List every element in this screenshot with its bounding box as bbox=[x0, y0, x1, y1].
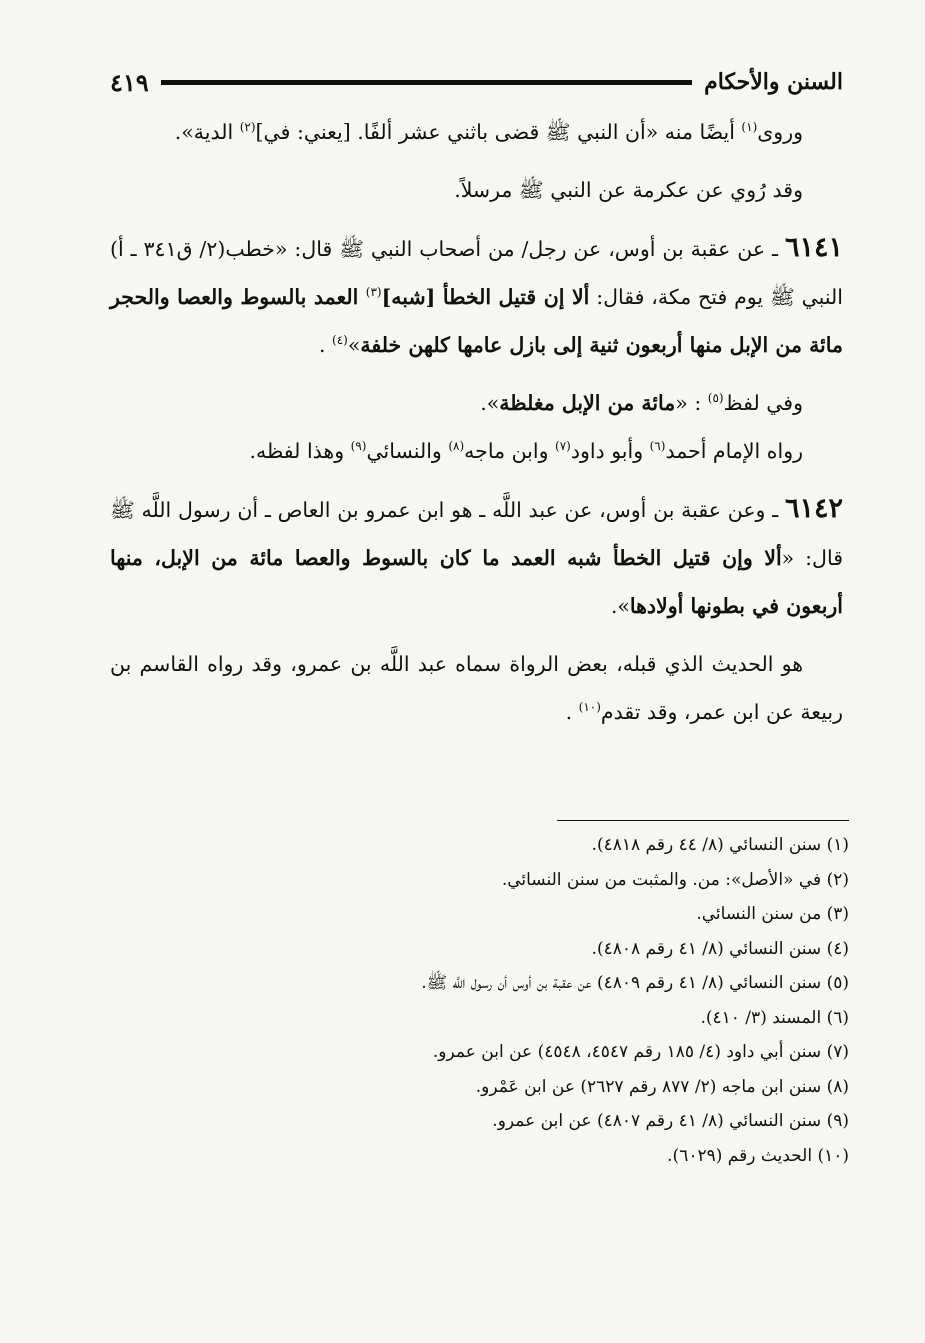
footnote-8: (٨) سنن ابن ماجه (٢/ ٨٧٧ رقم ٢٦٢٧) عن ابن عَمْرو. bbox=[475, 1076, 849, 1097]
text-run: وابن ماجه bbox=[464, 439, 555, 463]
hadith-number: ٦١٤١ bbox=[784, 232, 843, 263]
manuscript-ref: (٢/ ق٣٤١ ـ أ) bbox=[110, 237, 226, 261]
header-rule bbox=[161, 80, 692, 85]
text-run: وأبو داود bbox=[570, 439, 650, 463]
footnote-separator bbox=[557, 820, 849, 821]
footnote-ref: (٩) bbox=[350, 439, 367, 454]
footnote-ref: (٦) bbox=[649, 439, 666, 454]
footnote-ref: (٣) bbox=[365, 285, 382, 300]
text-run: وروى bbox=[757, 120, 803, 144]
text-run: وقد رُوي عن عكرمة عن النبي ﷺ مرسلاً. bbox=[454, 178, 803, 202]
footnote-5: (٥) سنن النسائي (٨/ ٤١ رقم ٤٨٠٩) عن عقبة بن أوس أن رسول اللَّه ﷺ. bbox=[421, 973, 849, 993]
main-text bbox=[110, 108, 843, 736]
text-run: : « bbox=[675, 391, 708, 415]
footnote-9: (٩) سنن النسائي (٨/ ٤١ رقم ٤٨٠٧) عن ابن عمرو. bbox=[492, 1111, 849, 1131]
running-header bbox=[110, 62, 843, 102]
text-run: » bbox=[347, 333, 361, 357]
footnote-2: (٢) في «الأصل»: من. والمثبت من سنن النسائي. bbox=[501, 869, 849, 890]
paragraph-commentary bbox=[110, 640, 843, 736]
footnote-7: (٧) سنن أبي داود (٤/ ١٨٥ رقم ٤٥٤٧، ٤٥٤٨) عن ابن عمرو. bbox=[432, 1042, 849, 1062]
hadith-text: ألا إن قتيل الخطأ [شبه] bbox=[381, 285, 590, 309]
footnote-3: (٣) من سنن النسائي. bbox=[696, 904, 849, 924]
text-run: ». bbox=[610, 594, 630, 618]
footnote-ref: (٨) bbox=[448, 439, 465, 454]
footnote-ref: (٧) bbox=[555, 439, 571, 454]
paragraph-riwaya bbox=[110, 427, 843, 475]
header-title: السنن والأحكام bbox=[704, 69, 843, 95]
text-run: الدية». bbox=[174, 120, 240, 144]
text-run: وهذا لفظه. bbox=[249, 439, 351, 463]
text-run: . bbox=[565, 700, 579, 724]
paragraph-lafz bbox=[110, 379, 843, 427]
text-run: ـ وعن عقبة بن أوس، عن عبد اللَّه ـ هو ابن عمرو بن العاص ـ أن رسول اللَّه ﷺ قال: « bbox=[110, 498, 843, 570]
hadith-text: ألا وإن قتيل الخطأ شبه العمد ما كان بالسوط والعصا مائة من الإبل، منها أربعون في بطونها أولادها bbox=[110, 546, 843, 618]
text-run: والنسائي bbox=[366, 439, 449, 463]
footnotes bbox=[110, 828, 849, 1173]
text-run: أيضًا منه «أن النبي ﷺ قضى باثني عشر ألفًا. [يعني: في] bbox=[255, 120, 742, 144]
text-run: رواه الإمام أحمد bbox=[665, 439, 803, 463]
text-run: هو الحديث الذي قبله، بعض الرواة سماه عبد اللَّه بن عمرو، وقد رواه القاسم بن ربيعة عن ابن عمر، وقد تقدم bbox=[110, 652, 843, 724]
footnote-6: (٦) المسند (٣/ ٤١٠). bbox=[700, 1007, 849, 1028]
footnote-ref: (٢) bbox=[239, 120, 256, 135]
paragraph-rawa bbox=[110, 108, 843, 156]
paragraph-ikrima bbox=[110, 166, 843, 214]
footnote-ref: (١٠) bbox=[578, 700, 601, 715]
hadith-6142 bbox=[110, 485, 843, 630]
footnote-10: (١٠) الحديث رقم (٦٠٢٩). bbox=[667, 1145, 849, 1166]
text-run: . bbox=[318, 333, 332, 357]
footnote-ref: (١) bbox=[741, 120, 758, 135]
hadith-6141 bbox=[110, 224, 843, 369]
footnote-ref: (٥) bbox=[707, 391, 724, 406]
hadith-text: مائة من الإبل مغلظة bbox=[499, 391, 676, 415]
text-run: ـ عن عقبة بن أوس، عن رجل/ من أصحاب النبي ﷺ قال: «خطب bbox=[225, 237, 785, 261]
footnote-4: (٤) سنن النسائي (٨/ ٤١ رقم ٤٨٠٨). bbox=[591, 938, 849, 959]
hadith-number: ٦١٤٢ bbox=[784, 493, 843, 524]
footnote-1: (١) سنن النسائي (٨/ ٤٤ رقم ٤٨١٨). bbox=[591, 835, 849, 855]
text-run: وفي لفظ bbox=[723, 391, 803, 415]
hadith-text: العمد بالسوط والعصا والحجر مائة من الإبل منها أربعون ثنية إلى بازل عامها كلهن خلفة bbox=[110, 285, 843, 357]
text-run: النبي ﷺ يوم فتح مكة، فقال: bbox=[589, 285, 843, 309]
page-number: ٤١٩ bbox=[110, 67, 149, 97]
text-run: ». bbox=[480, 391, 500, 415]
footnote-ref: (٤) bbox=[332, 333, 348, 348]
